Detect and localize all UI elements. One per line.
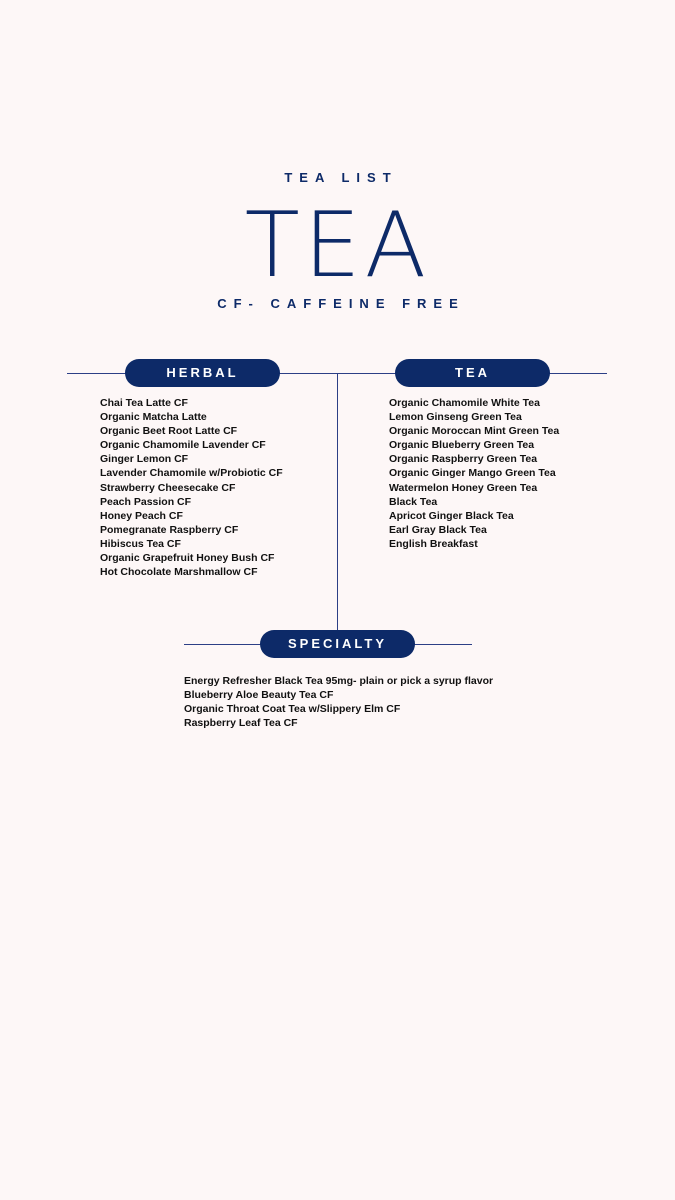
tea-list — [389, 396, 559, 551]
menu-item: Organic Raspberry Green Tea — [389, 453, 538, 466]
menu-item: Black Tea — [389, 495, 438, 508]
menu-item: Organic Grapefruit Honey Bush CF — [100, 552, 275, 565]
menu-item: Watermelon Honey Green Tea — [389, 481, 538, 494]
menu-item: English Breakfast — [389, 537, 478, 550]
menu-item: Organic Blueberry Green Tea — [389, 439, 535, 452]
menu-item: Hibiscus Tea CF — [100, 537, 181, 550]
menu-item: Pomegranate Raspberry CF — [100, 523, 239, 536]
section-header-herbal: HERBAL — [126, 360, 279, 386]
menu-item: Organic Ginger Mango Green Tea — [389, 467, 556, 480]
menu-item: Organic Throat Coat Tea w/Slippery Elm CF — [184, 703, 401, 716]
caffeine-free-note: CF- CAFFEINE FREE — [217, 296, 465, 311]
menu-item: Honey Peach CF — [100, 509, 183, 522]
menu-item: Lavender Chamomile w/Probiotic CF — [100, 467, 283, 480]
menu-item: Apricot Ginger Black Tea — [389, 509, 514, 522]
menu-item: Earl Gray Black Tea — [389, 523, 487, 536]
specialty-list — [184, 674, 493, 730]
menu-item: Lemon Ginseng Green Tea — [389, 411, 522, 424]
menu-item: Strawberry Cheesecake CF — [100, 481, 236, 494]
herbal-list — [100, 396, 283, 579]
section-header-specialty: SPECIALTY — [261, 631, 414, 657]
page-subtitle: TEA LIST — [284, 170, 398, 185]
menu-item: Energy Refresher Black Tea 95mg- plain or pick a syrup flavor — [184, 675, 494, 687]
menu-item: Peach Passion CF — [100, 495, 192, 508]
menu-item: Organic Chamomile White Tea — [389, 397, 540, 409]
menu-item: Organic Beet Root Latte CF — [100, 425, 238, 438]
menu-item: Organic Chamomile Lavender CF — [100, 439, 266, 452]
menu-item: Hot Chocolate Marshmallow CF — [100, 566, 258, 579]
menu-item: Blueberry Aloe Beauty Tea CF — [184, 689, 334, 702]
menu-item: Ginger Lemon CF — [100, 453, 189, 466]
section-header-tea: TEA — [396, 360, 549, 386]
page-title: TEA — [244, 193, 431, 298]
divider-vertical — [337, 373, 338, 631]
menu-item: Organic Moroccan Mint Green Tea — [389, 425, 560, 438]
menu-item: Chai Tea Latte CF — [100, 397, 188, 409]
menu-item: Organic Matcha Latte — [100, 411, 207, 424]
menu-item: Raspberry Leaf Tea CF — [184, 717, 298, 730]
